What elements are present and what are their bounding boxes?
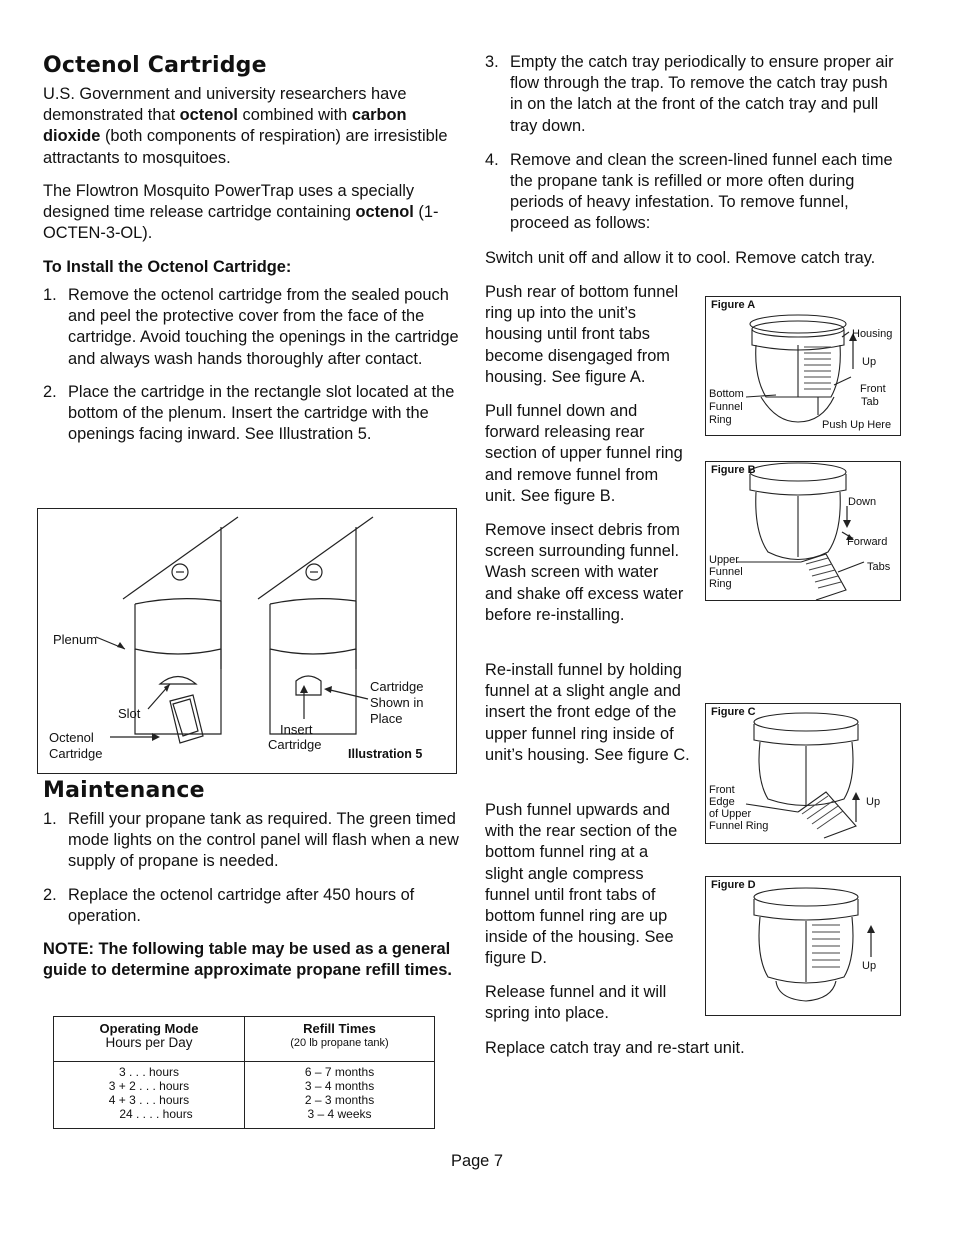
figc-edge: Edge xyxy=(709,796,735,808)
remove-paragraph: Remove insect debris from screen surrounding funnel. Wash screen with water and shake off excess water before re-installing. xyxy=(485,521,684,624)
switch-paragraph: Switch unit off and allow it to cool. Remove catch tray. xyxy=(485,249,876,267)
cleaning-step: 3. Empty the catch tray periodically to ensure proper air flow through the trap. To remove the catch tray push in on the latch at the front of the catch tray and pull tray down. xyxy=(485,53,894,135)
cleaning-step: 4. Remove and clean the screen-lined funnel each time the propane tank is refilled or more often during periods of heavy infestation. To remove funnel, proceed as follows: xyxy=(485,150,893,233)
figure-b-drawing xyxy=(706,462,900,600)
insert-label: Insert xyxy=(280,722,313,737)
cartridge-label: Cartridge xyxy=(49,746,103,761)
figa-up: Up xyxy=(862,356,877,368)
plenum-label: Plenum xyxy=(53,632,98,647)
figa-housing: Housing xyxy=(852,328,893,340)
install-heading: To Install the Octenol Cartridge: xyxy=(43,258,292,276)
pushup-paragraph: Push funnel upwards and with the rear section of the bottom funnel ring at a slight angle compress funnel until front tabs of bottom funnel ring are up inside of the housing. See figure D. xyxy=(485,801,678,968)
push-paragraph: Push rear of bottom funnel ring up into the unit’s housing until front tabs become disengaged from housing. See figure A. xyxy=(485,283,679,386)
figure-a xyxy=(705,296,901,436)
figa-bottom: Bottom xyxy=(709,388,744,400)
reinstall-paragraph: Re-install funnel by holding funnel at a slight angle and insert the front edge of the upper funnel ring inside of unit’s housing. See figure C. xyxy=(485,661,690,764)
figb-ring: Ring xyxy=(709,578,732,590)
install-step: 2. Place the cartridge in the rectangle slot located at the bottom of the plenum. Insert the cartridge with the openings facing inward. See Illustration 5. xyxy=(43,382,455,444)
cleaning-steps xyxy=(485,52,903,235)
figure-b xyxy=(705,461,901,601)
figa-tab: Tab xyxy=(861,396,879,408)
figb-forward: Forward xyxy=(847,536,888,548)
figa-funnel: Funnel xyxy=(709,401,743,413)
page-number: Page 7 xyxy=(451,1152,503,1170)
hours-cell: 3 . . . hours 3 + 2 . . . hours 4 + 3 . . . hours 24 . . . . hours xyxy=(54,1062,245,1129)
shown-label-1: Cartridge xyxy=(370,679,424,694)
refill-times-header: Refill Times (20 lb propane tank) xyxy=(245,1017,435,1062)
illustration-5 xyxy=(37,508,457,774)
figd-up: Up xyxy=(862,960,877,972)
figure-d-title: Figure D xyxy=(711,879,756,891)
pull-paragraph: Pull funnel down and forward releasing rear section of upper funnel ring and remove funnel from unit. See figure B. xyxy=(485,402,683,505)
figa-push: Push Up Here xyxy=(822,419,892,431)
figc-funnelring: Funnel Ring xyxy=(709,820,769,832)
insert-cartridge-label: Cartridge xyxy=(268,737,322,752)
maintenance-step: 2. Replace the octenol cartridge after 450 hours of operation. xyxy=(43,885,415,925)
figb-tabs: Tabs xyxy=(867,561,891,573)
powertrap-paragraph: The Flowtron Mosquito PowerTrap uses a specially designed time release cartridge containing octenol (1-OCTEN-3-OL). xyxy=(43,182,439,243)
install-step: 1. Remove the octenol cartridge from the sealed pouch and peel the protective cover from the face of the cartridge. Avoid touching the openings in the cartridge and always wash hands thoroughly after contact. xyxy=(43,286,459,368)
replace-paragraph: Replace catch tray and re-start unit. xyxy=(485,1039,745,1057)
illustration-title: Illustration 5 xyxy=(348,747,423,761)
figure-d xyxy=(705,876,901,1016)
maintenance-step: 1. Refill your propane tank as required. The green timed mode lights on the control panel will flash when a new supply of propane is needed. xyxy=(43,810,459,871)
refill-note: NOTE: The following table may be used as a general guide to determine approximate propane refill times. xyxy=(43,940,452,980)
shown-label-2: Shown in xyxy=(370,695,424,710)
maintenance-heading: Maintenance xyxy=(43,778,205,803)
figure-b-title: Figure B xyxy=(711,464,756,476)
figure-d-drawing xyxy=(706,877,900,1015)
figure-c-title: Figure C xyxy=(711,706,756,718)
figc-up: Up xyxy=(866,796,881,808)
table-row xyxy=(54,1062,435,1129)
figure-c xyxy=(705,703,901,844)
figc-ofupper: of Upper xyxy=(709,808,752,820)
octenol-intro: U.S. Government and university researchers have demonstrated that octenol combined with carbon dioxide (both components of respiration) are irresistible attractants to mosquitoes. xyxy=(43,85,448,167)
operating-mode-header: Operating Mode Hours per Day xyxy=(54,1017,245,1062)
octenol-heading: Octenol Cartridge xyxy=(43,53,267,78)
slot-label: Slot xyxy=(118,706,141,721)
refill-table xyxy=(53,1016,435,1129)
figb-upper: Upper xyxy=(709,554,739,566)
figa-ring: Ring xyxy=(709,414,732,426)
install-steps xyxy=(43,285,461,445)
figb-down: Down xyxy=(848,496,877,508)
figure-a-title: Figure A xyxy=(711,299,756,311)
maintenance-steps xyxy=(43,809,461,927)
figa-front: Front xyxy=(860,383,886,395)
figc-front: Front xyxy=(709,784,735,796)
figb-funnel: Funnel xyxy=(709,566,743,578)
octenol-label: Octenol xyxy=(49,730,94,745)
times-cell: 6 – 7 months 3 – 4 months 2 – 3 months 3 – 4 weeks xyxy=(245,1062,435,1129)
table-header-row xyxy=(54,1017,435,1062)
shown-label-3: Place xyxy=(370,711,403,726)
release-paragraph: Release funnel and it will spring into place. xyxy=(485,983,667,1023)
plenum-drawing xyxy=(38,509,456,773)
